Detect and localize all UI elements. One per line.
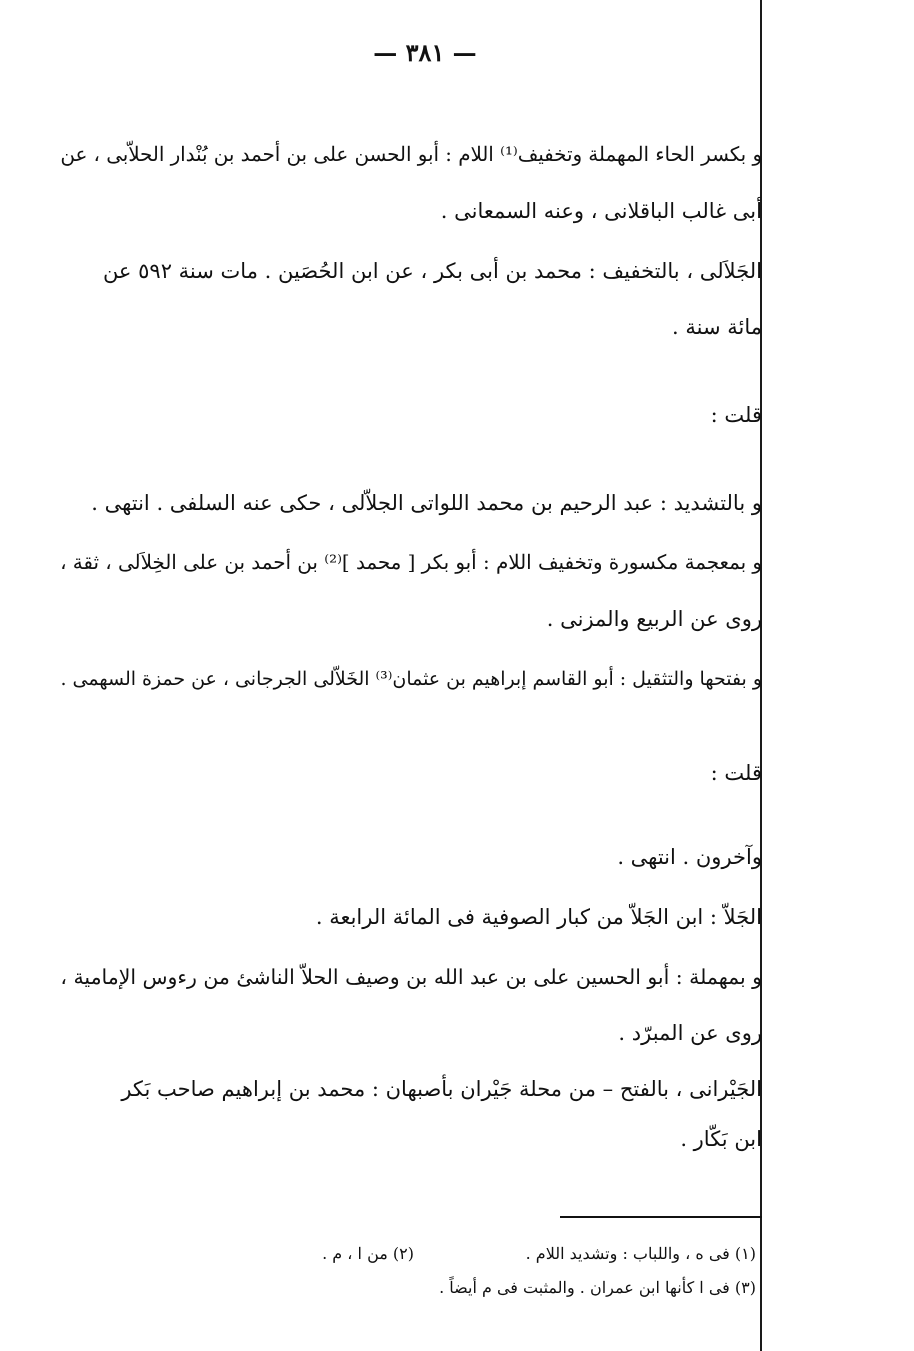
text-line-1: و بكسر الحاء المهملة وتخفيف⁽¹⁾ اللام : أبو الحسن على بن أحمد بن بُنْدار الحلاّبى ، عن (60, 143, 762, 166)
text-line-5-heading: قلت : (710, 403, 762, 427)
text-line-10-heading: قلت : (710, 761, 762, 785)
text-line-11: وآخرون . انتهى . (617, 845, 762, 869)
text-line-3: الجَلاَلى ، بالتخفيف : محمد بن أبى بكر ، عن ابن الحُصَين . مات سنة ٥٩٢ عن (102, 259, 762, 283)
text-line-14: روى عن المبرّد . (618, 1021, 762, 1045)
footnote-2: (٢) من ا ، م . (322, 1244, 414, 1263)
text-line-15: الجَيْرانى ، بالفتح – من محلة جَيْران بأصبهان : محمد بن إبراهيم صاحب بَكر (121, 1077, 762, 1101)
footnote-3: (٣) فى ا كأنها ابن عمران . والمثبت فى م أيضاً . (439, 1278, 756, 1297)
text-line-16: ابن بَكّار . (680, 1127, 762, 1151)
text-line-2: أبى غالب الباقلانى ، وعنه السمعانى . (440, 199, 762, 223)
text-line-6: و بالتشديد : عبد الرحيم بن محمد اللواتى الجلاّلى ، حكى عنه السلفى . انتهى . (91, 491, 762, 515)
footnote-1: (١) فى ه ، واللباب : وتشديد اللام . (525, 1244, 756, 1263)
footnote-separator (560, 1216, 762, 1218)
text-line-7: و بمعجمة مكسورة وتخفيف اللام : أبو بكر [ محمد ]⁽²⁾ بن أحمد بن على الخِلاَلى ، ثقة ، (60, 551, 762, 574)
text-line-13: و بمهملة : أبو الحسين على بن عبد الله بن وصيف الحلاّ الناشئ من رءوس الإمامية ، (60, 965, 762, 989)
text-line-12: الجَلاّ : ابن الجَلاّ من كبار الصوفية فى المائة الرابعة . (315, 905, 762, 929)
text-line-9: و بفتحها والتثقيل : أبو القاسم إبراهيم بن عثمان⁽³⁾ الخَلاّلى الجرجانى ، عن حمزة السهمى . (60, 668, 762, 690)
page-number: — ٣٨١ — (373, 38, 477, 67)
text-line-8: روى عن الربيع والمزنى . (546, 607, 762, 631)
text-line-4: مائة سنة . (672, 315, 762, 339)
